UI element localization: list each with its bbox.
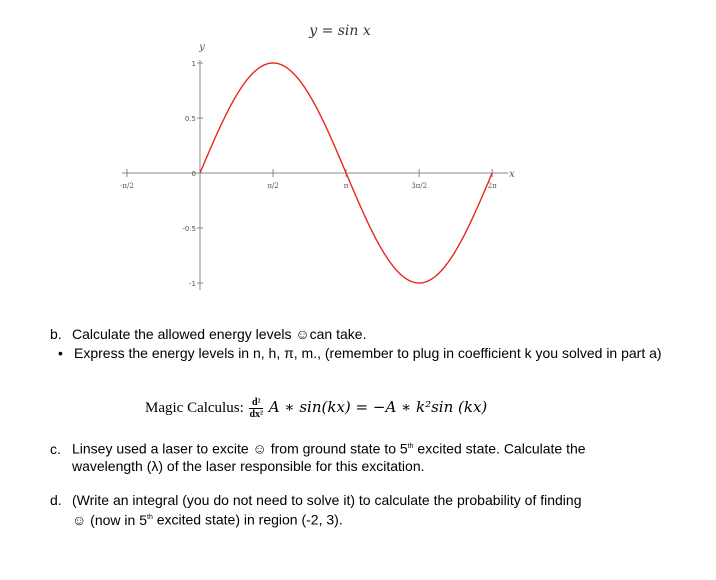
y-tick-label: 0 — [191, 170, 196, 178]
x-tick-label: 2π — [487, 182, 497, 190]
question-b — [50, 326, 690, 343]
y-tick-label: 1 — [191, 60, 196, 68]
derivative-numerator: d² — [249, 397, 263, 409]
question-c-sup: th — [407, 443, 414, 450]
y-tick-label: -1 — [189, 280, 196, 288]
magic-calculus-equation — [145, 397, 487, 420]
magic-calculus-prefix: Magic Calculus: — [145, 399, 244, 416]
x-tick-label: π/2 — [267, 182, 279, 190]
bullet-dot: • — [58, 345, 63, 361]
y-axis-label: y — [199, 42, 205, 53]
x-tick-label: 3π/2 — [411, 182, 428, 190]
question-b-text: Calculate the allowed energy levels ☺can take. — [72, 326, 367, 342]
question-c-line1b: excited state. Calculate the — [413, 440, 586, 457]
question-d-line1: (Write an integral (you do not need to solve it) to calculate the probability of finding — [72, 492, 582, 508]
question-d-label: d. — [50, 492, 62, 508]
question-d-line2a: ☺ (now in 5 — [72, 511, 147, 528]
question-d-sup: th — [147, 514, 153, 521]
question-c-line1a: Linsey used a laser to excite ☺ from ground state to 5 — [72, 440, 408, 457]
equation-expression: A ∗ sin(kx) = −A ∗ k²sin (kx) — [268, 397, 488, 416]
x-tick-label: π — [343, 182, 349, 190]
x-axis-label: x — [509, 169, 515, 180]
question-c — [50, 438, 690, 475]
question-c-label: c. — [50, 440, 61, 457]
question-c-line2: wavelength (λ) of the laser responsible for this excitation. — [72, 457, 425, 474]
second-derivative-fraction — [249, 397, 263, 420]
question-b-label: b. — [50, 326, 62, 342]
derivative-denominator: dx² — [249, 409, 264, 420]
x-tick-label: -π/2 — [120, 182, 134, 190]
question-d — [50, 492, 690, 529]
y-tick-label: -0.5 — [182, 225, 196, 233]
question-b-bullet-text: Express the energy levels in n, h, π, m., (remember to plug in coefficient k you solved in part a) — [74, 345, 662, 361]
chart-title: y = sin x — [309, 23, 371, 39]
y-tick-label: 0.5 — [184, 115, 196, 123]
question-d-line2b: excited state) in region (-2, 3). — [152, 511, 343, 528]
